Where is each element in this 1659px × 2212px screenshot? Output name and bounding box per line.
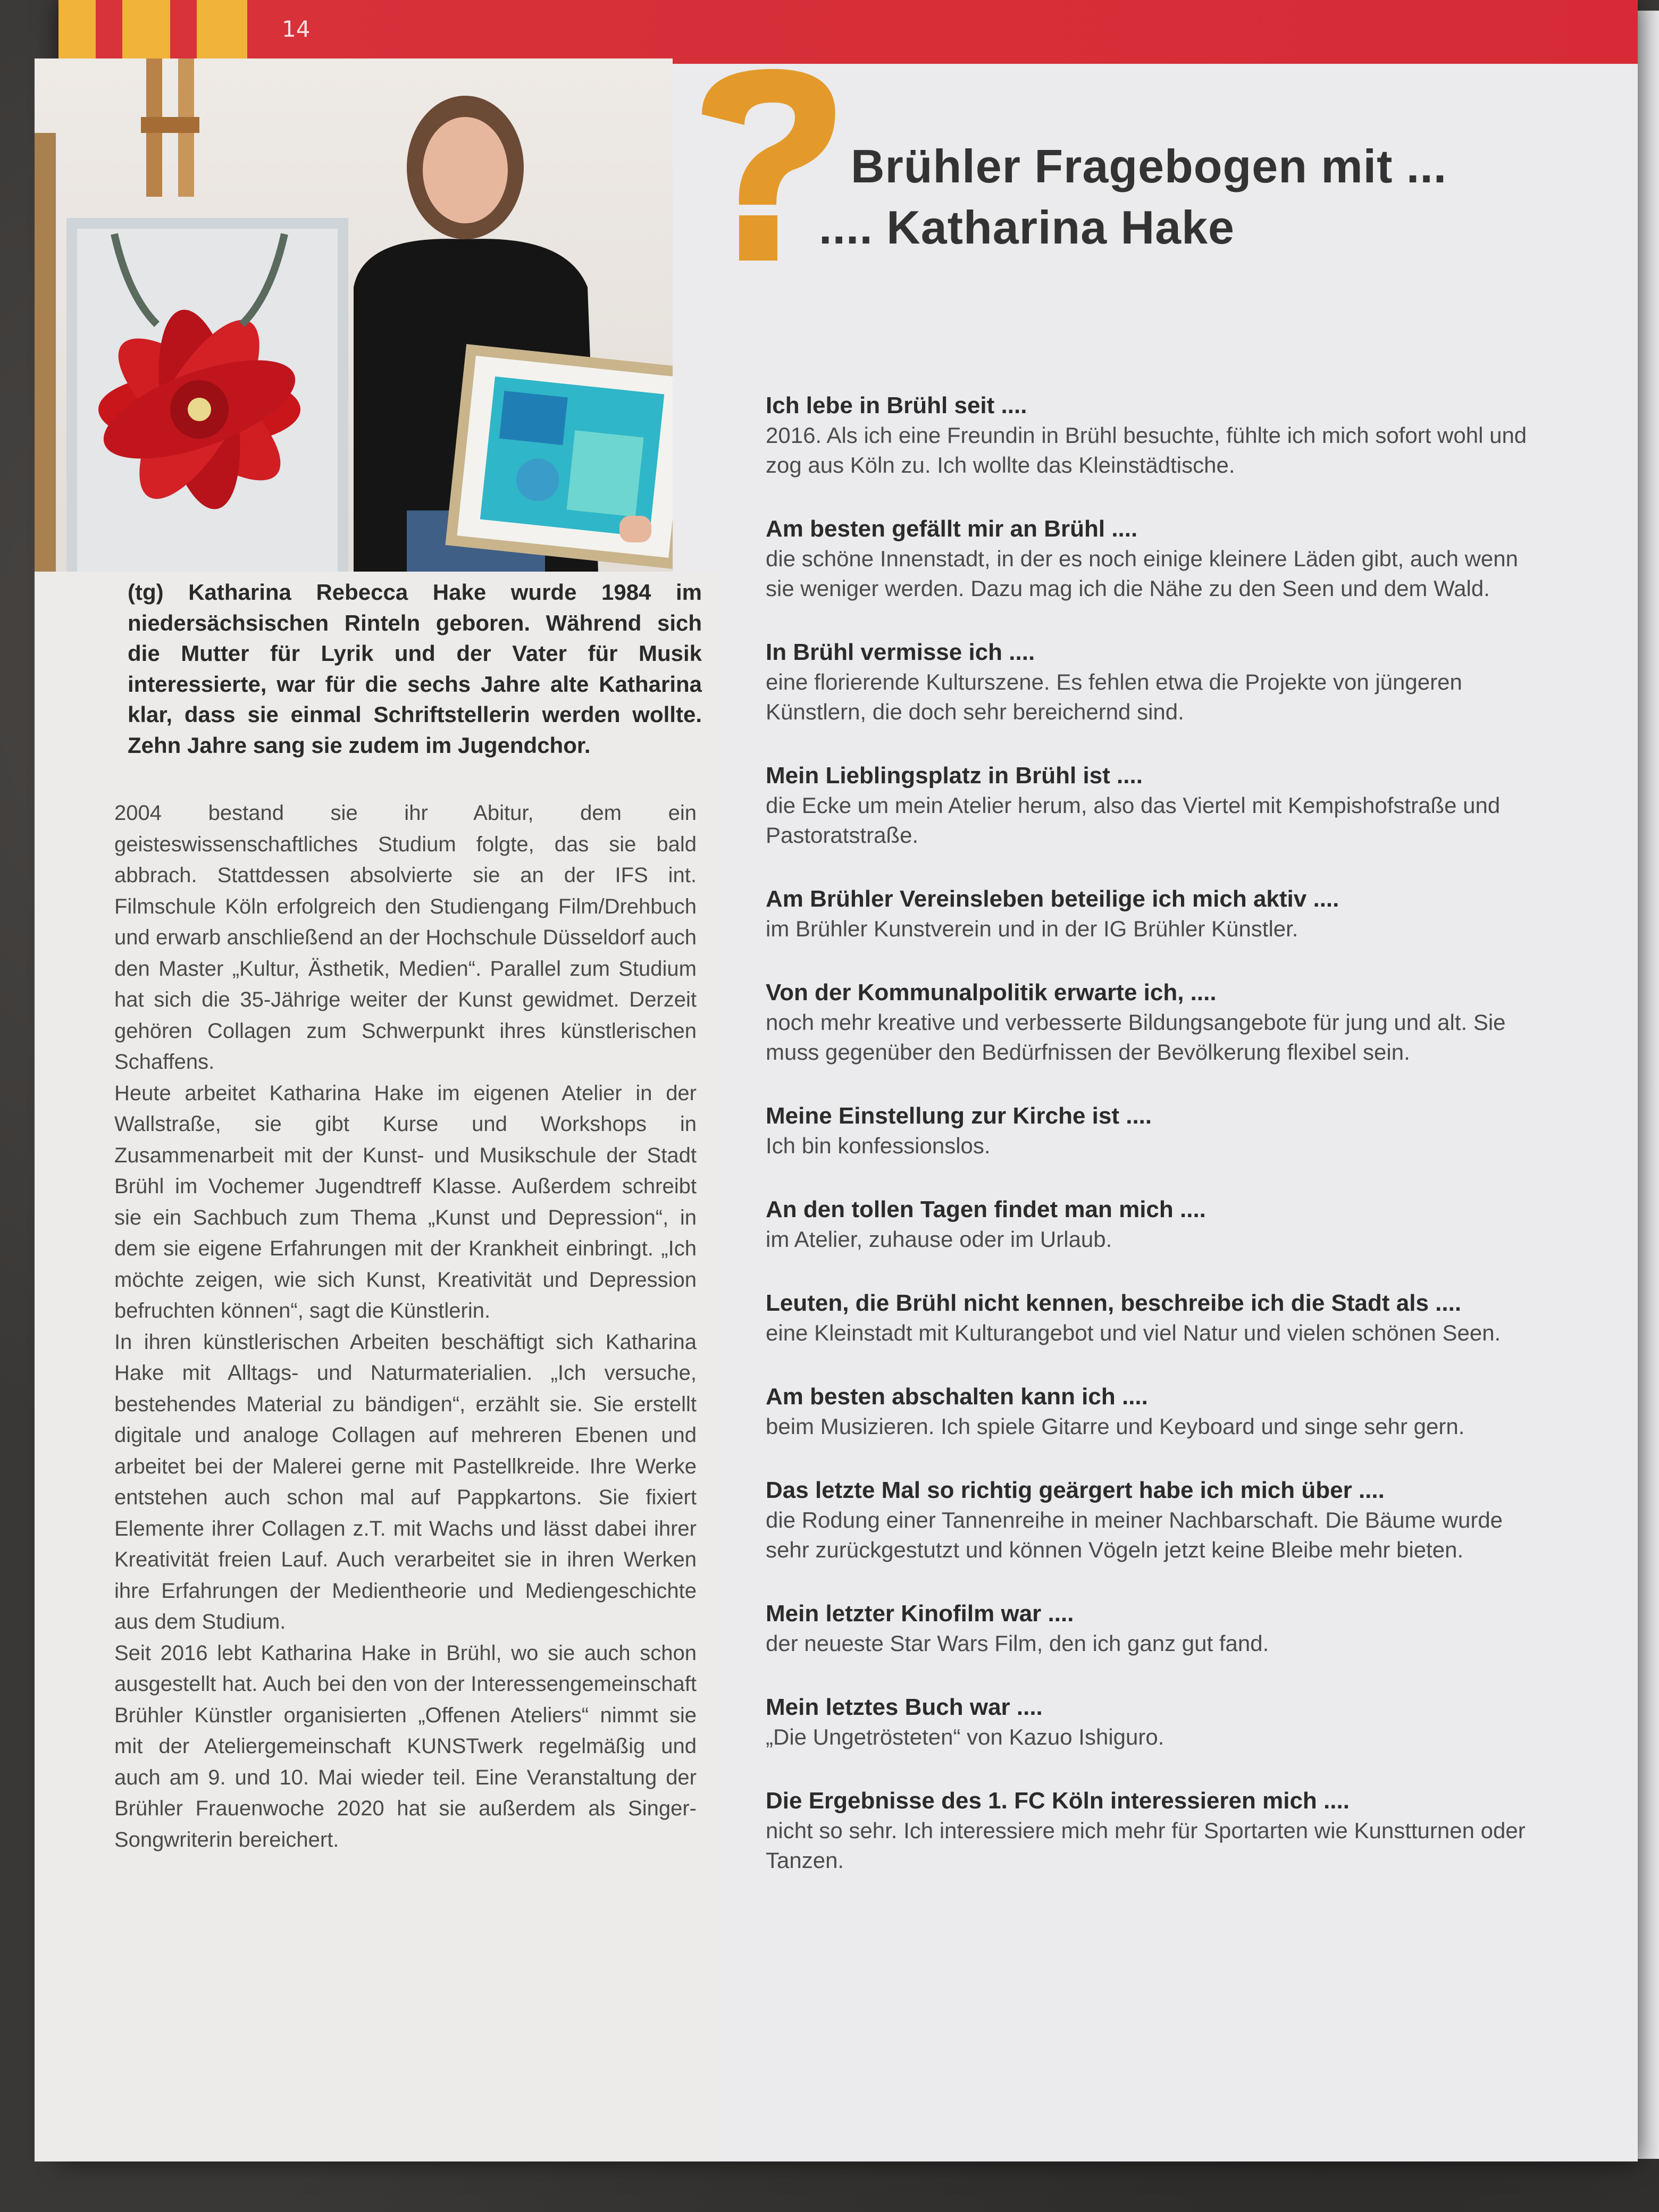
question: An den tollen Tagen findet man mich .... bbox=[766, 1196, 1206, 1222]
qa-item bbox=[766, 884, 1537, 944]
page-title-line2: .... Katharina Hake bbox=[819, 201, 1235, 254]
answer: „Die Ungetrösteten“ von Kazuo Ishiguro. bbox=[766, 1724, 1164, 1749]
question: Am Brühler Vereinsleben beteilige ich mich aktiv .... bbox=[766, 886, 1339, 912]
answer: eine Kleinstadt mit Kulturangebot und viel Natur und vielen schönen Seen. bbox=[766, 1320, 1501, 1345]
qa-item bbox=[766, 978, 1537, 1067]
qa-item bbox=[766, 1599, 1537, 1658]
answer: noch mehr kreative und verbesserte Bildungsangebote für jung und alt. Sie muss gegenüber den Bedürfnissen der Bevölkerung flexibel sein. bbox=[766, 1010, 1506, 1065]
qa-item bbox=[766, 1288, 1537, 1348]
answer: im Atelier, zuhause oder im Urlaub. bbox=[766, 1227, 1112, 1252]
questionnaire bbox=[766, 391, 1537, 1909]
qa-item bbox=[766, 1101, 1537, 1161]
next-page-edge bbox=[1635, 11, 1659, 2159]
intro-paragraph: Heute arbeitet Katharina Hake im eigenen Atelier in der Wallstraße, sie gibt Kurse und Workshops in Zusammenarbeit mit der Kunst- und Musikschule der Stadt Brühl im Vochemer Jugendtreff Klasse. Außerdem schreibt sie ein Sachbuch zum Thema „Kunst und Depression“, in dem sie eigene Erfahrungen mit der Krankheit einbringt. „Ich möchte zeigen, wie sich Kunst, Kreativität und Depression befruchten können“, sagt die Künstlerin. bbox=[114, 1081, 697, 1322]
intro-lead: (tg) Katharina Rebecca Hake wurde 1984 im niedersächsischen Rinteln geboren. Während sich die Mutter für Lyrik und der Vater für Musik interessierte, war für die sechs Jahre alte Katharina klar, dass sie einmal Schriftstellerin werden wollte. Zehn Jahre sang sie zudem im Jugendchor. bbox=[128, 580, 702, 758]
question: Ich lebe in Brühl seit .... bbox=[766, 392, 1027, 418]
qa-item bbox=[766, 1195, 1537, 1254]
question: Mein Lieblingsplatz in Brühl ist .... bbox=[766, 763, 1143, 789]
artist-photo bbox=[35, 58, 673, 572]
answer: beim Musizieren. Ich spiele Gitarre und Keyboard und singe sehr gern. bbox=[766, 1414, 1465, 1439]
answer: nicht so sehr. Ich interessiere mich mehr für Sportarten wie Kunstturnen oder Tanzen. bbox=[766, 1818, 1526, 1873]
qa-item bbox=[766, 761, 1537, 850]
question: Von der Kommunalpolitik erwarte ich, .... bbox=[766, 979, 1217, 1006]
header-stripes bbox=[58, 0, 261, 64]
answer: die Ecke um mein Atelier herum, also das Viertel mit Kempishofstraße und Pastoratstraße. bbox=[766, 793, 1501, 848]
qa-item bbox=[766, 638, 1537, 727]
artist-photo-illustration bbox=[35, 58, 673, 572]
question: In Brühl vermisse ich .... bbox=[766, 639, 1035, 665]
answer: der neueste Star Wars Film, den ich ganz gut fand. bbox=[766, 1631, 1269, 1656]
qa-item bbox=[766, 1382, 1537, 1442]
intro-body bbox=[114, 798, 697, 1855]
qa-item bbox=[766, 1692, 1537, 1752]
qa-item bbox=[766, 514, 1537, 604]
question: Das letzte Mal so richtig geärgert habe ich mich über .... bbox=[766, 1477, 1385, 1503]
question: Mein letztes Buch war .... bbox=[766, 1694, 1043, 1720]
question: Am besten gefällt mir an Brühl .... bbox=[766, 516, 1138, 542]
page-number: 14 bbox=[282, 16, 311, 42]
answer: eine florierende Kulturszene. Es fehlen etwa die Projekte von jüngeren Künstlern, die doch sehr bereichernd sind. bbox=[766, 669, 1462, 724]
question: Die Ergebnisse des 1. FC Köln interessieren mich .... bbox=[766, 1788, 1350, 1814]
answer: die schöne Innenstadt, in der es noch einige kleinere Läden gibt, auch wenn sie weniger werden. Dazu mag ich die Nähe zu den Seen und dem Wald. bbox=[766, 546, 1518, 601]
answer: im Brühler Kunstverein und in der IG Brühler Künstler. bbox=[766, 916, 1298, 941]
question: Leuten, die Brühl nicht kennen, beschreibe ich die Stadt als .... bbox=[766, 1290, 1462, 1316]
answer: die Rodung einer Tannenreihe in meiner Nachbarschaft. Die Bäume wurde sehr zurückgestutzt und können Vögeln jetzt keine Bleibe mehr bieten. bbox=[766, 1507, 1503, 1562]
question: Meine Einstellung zur Kirche ist .... bbox=[766, 1103, 1152, 1129]
answer: 2016. Als ich eine Freundin in Brühl besuchte, fühlte ich mich sofort wohl und zog aus Köln zu. Ich wollte das Kleinstädtische. bbox=[766, 423, 1527, 477]
page-title-line1: Brühler Fragebogen mit ... bbox=[851, 140, 1447, 192]
intro-paragraph: 2004 bestand sie ihr Abitur, dem ein geisteswissenschaftliches Studium folgte, das sie bald abbrach. Stattdessen absolvierte sie an der IFS int. Filmschule Köln erfolgreich den Studiengang Film/Drehbuch und erwarb anschließend an der Hochschule Düsseldorf auch den Master „Kultur, Ästhetik, Medien“. Parallel zum Studium hat sich die 35-Jährige weiter der Kunst gewidmet. Derzeit gehören Collagen zum Schwerpunkt ihres künstlerischen Schaffens. bbox=[114, 801, 697, 1074]
qa-item bbox=[766, 391, 1537, 480]
answer: Ich bin konfessionslos. bbox=[766, 1133, 991, 1158]
qa-item bbox=[766, 1476, 1537, 1565]
intro-paragraph: In ihren künstlerischen Arbeiten beschäftigt sich Katharina Hake mit Alltags- und Naturmaterialien. „Ich versuche, bestehendes Material zu bändigen“, erzählt sie. Sie erstellt digitale und analoge Collagen auf mehreren Ebenen und arbeitet bei der Malerei gerne mit Pastellkreide. Ihre Werke entstehen auch schon mal auf Pappkartons. Sie fixiert Elemente ihrer Collagen z.T. mit Wachs und lässt dabei ihrer Kreativität freien Lauf. Auch verarbeitet sie in ihren Werken ihre Erfahrungen der Medientheorie und Mediengeschichte aus dem Studium. bbox=[114, 1330, 697, 1633]
question: Mein letzter Kinofilm war .... bbox=[766, 1601, 1074, 1627]
intro-paragraph: Seit 2016 lebt Katharina Hake in Brühl, wo sie auch schon ausgestellt hat. Auch bei den von der Interessengemeinschaft Brühler Künstler organisierten „Offenen Ateliers“ nimmt sie mit der Ateliergemeinschaft KUNSTwerk regelmäßig und auch am 9. und 10. Mai wieder teil. Eine Veranstaltung der Brühler Frauenwoche 2020 hat sie außerdem als Singer-Songwriterin bereichert. bbox=[114, 1641, 697, 1851]
qa-item bbox=[766, 1786, 1537, 1875]
question: Am besten abschalten kann ich .... bbox=[766, 1384, 1148, 1410]
